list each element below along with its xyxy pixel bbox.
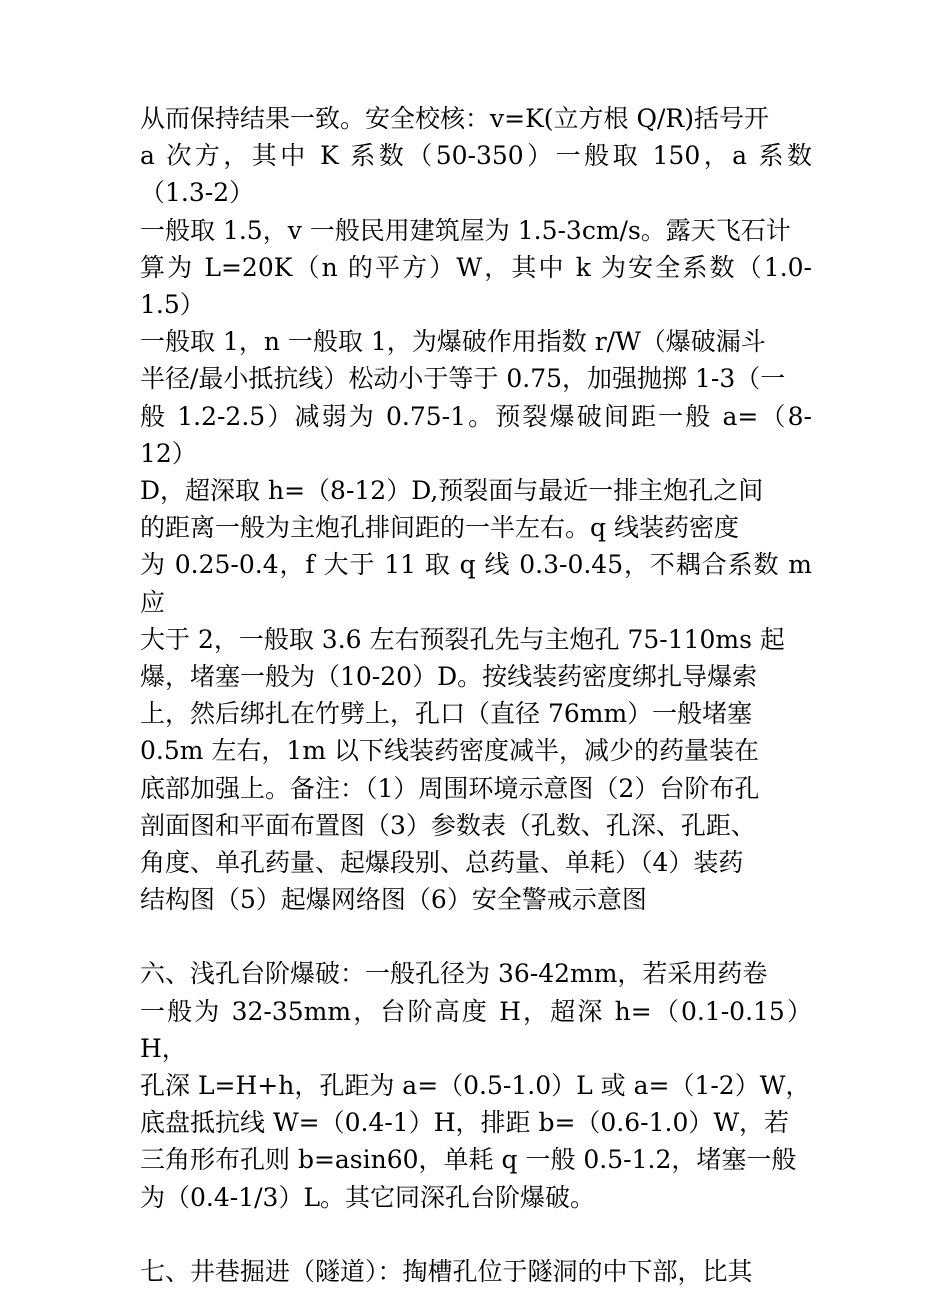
paragraph-tunnel-excavation: 七、井巷掘进（隧道）：掏槽孔位于隧洞的中下部，比其 [140, 1256, 753, 1286]
paragraph-spacer [140, 918, 812, 955]
paragraph-spacer [140, 1216, 812, 1253]
paragraph-safety-check: 从而保持结果一致。安全校核：v=K(立方根 Q/R)括号开 a 次方，其中 K 系数（50-350）一般取 150，a 系数（1.3-2） 一般取 1.5，v 一般民用建筑屋为 1.5-3cm/s。露天飞石计 算为 L=20K（n 的平方）W，其中 k 为安全系数（1.0-1.5） 一般取 1，n 一般取 1，为爆破作用指数 r/W（爆破漏斗 半径/最小抵抗线）松动小于等于 0.75，加强抛掷 1-3（一 般 1.2-2.5）减弱为 0.75-1。预裂爆破间距一般 a=（8-12） D，超深取 h=（8-12）D,预裂面与最近一排主炮孔之间 的距离一般为主炮孔排间距的一半左右。q 线装药密度 为 0.25-0.4，f 大于 11 取 q 线 0.3-0.45，不耦合系数 m 应 大于 2，一般取 3.6 左右预裂孔先与主炮孔 75-110ms 起 爆，堵塞一般为（10-20）D。按线装药密度绑扎导爆索 上，然后绑扎在竹劈上，孔口（直径 76mm）一般堵塞 0.5m 左右，1m 以下线装药密度减半，减少的药量装在 底部加强上。备注：（1）周围环境示意图（2）台阶布孔 剖面图和平面布置图（3）参数表（孔数、孔深、孔距、 角度、单孔药量、起爆段别、总药量、单耗）（4）装药 结构图（5）起爆网络图（6）安全警戒示意图 [140, 104, 812, 915]
paragraph-shallow-bench-blasting: 六、浅孔台阶爆破：一般孔径为 36-42mm，若采用药卷 一般为 32-35mm，台阶高度 H，超深 h=（0.1-0.15）H， 孔深 L=H+h，孔距为 a=（0.5-1.0）L 或 a=（1-2）W， 底盘抵抗线 W=（0.4-1）H，排距 b=（0.6-1.0）W，若 三角形布孔则 b=asin60，单耗 q 一般 0.5-1.2，堵塞一般 为（0.4-1/3）L。其它同深孔台阶爆破。 [140, 959, 812, 1212]
document-body [140, 100, 812, 1290]
